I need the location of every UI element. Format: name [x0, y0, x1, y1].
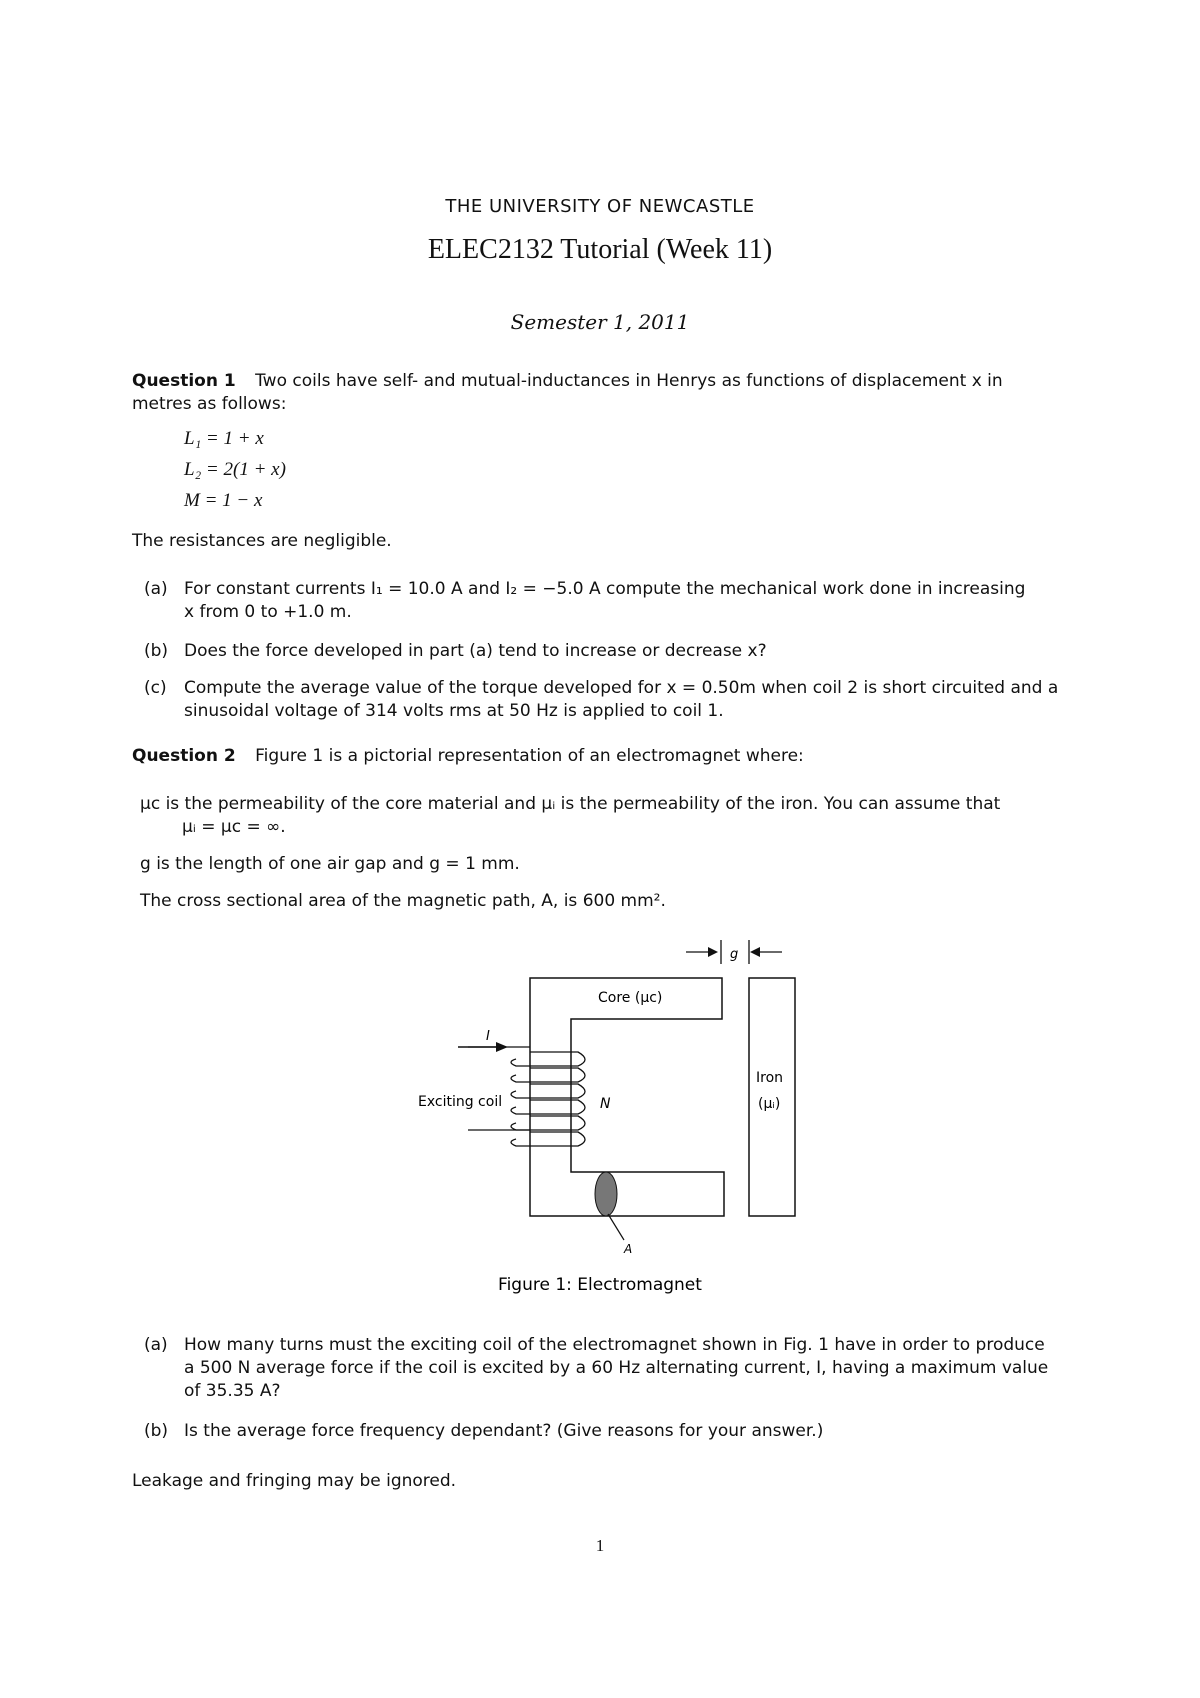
q2-part-b-line1: Is the average force frequency dependant? (Give reasons for your answer.) — [184, 1421, 824, 1441]
q1-part-b-label: (b) — [144, 641, 169, 661]
question-1-intro-line1: Two coils have self- and mutual-inductances in Henrys as functions of displacement x in — [255, 371, 1003, 391]
question-1-label: Question 1 — [132, 371, 236, 391]
equation-l1: L₁ = 1 + x — [184, 428, 264, 449]
current-label: I — [486, 1029, 490, 1044]
q2-part-a-line2: a 500 N average force if the coil is excited by a 60 Hz alternating current, I, having a maximum value — [184, 1358, 1049, 1378]
q2-def1-line2: μᵢ = μᴄ = ∞. — [182, 817, 286, 837]
exciting-coil-windings — [511, 1052, 585, 1146]
university-name: THE UNIVERSITY OF NEWCASTLE — [445, 196, 755, 217]
q2-def1-line1: μᴄ is the permeability of the core material and μᵢ is the permeability of the iron. You can assume that — [140, 794, 1001, 814]
core-outline — [530, 978, 724, 1216]
question-1-intro-line2: metres as follows: — [132, 394, 287, 414]
semester-label: Semester 1, 2011 — [510, 310, 690, 334]
page-title: ELEC2132 Tutorial (Week 11) — [427, 234, 773, 265]
area-label: A — [624, 1242, 633, 1256]
turns-label: N — [600, 1096, 611, 1112]
q1-part-a-line1: For constant currents I₁ = 10.0 A and I₂ = −5.0 A compute the mechanical work done in increasing — [184, 579, 1026, 599]
iron-label: Iron — [756, 1070, 784, 1086]
q1-part-c-label: (c) — [144, 678, 167, 698]
question-1-note: The resistances are negligible. — [132, 531, 392, 551]
q2-part-a-line3: of 35.35 A? — [184, 1381, 281, 1401]
q2-part-b — [144, 1420, 1094, 1443]
q1-part-c-line1: Compute the average value of the torque developed for x = 0.50m when coil 2 is short circuited and a — [184, 678, 1059, 698]
core-label: Core (μᴄ) — [598, 990, 663, 1006]
figure-caption: Figure 1: Electromagnet — [498, 1275, 702, 1295]
gap-arrowhead-right — [750, 947, 760, 957]
q2-part-b-label: (b) — [144, 1421, 169, 1441]
q2-definition-gap: g is the length of one air gap and g = 1 mm. — [140, 854, 520, 874]
area-pointer — [608, 1214, 624, 1240]
q1-part-b-line1: Does the force developed in part (a) tend to increase or decrease x? — [184, 641, 767, 661]
question-2-label: Question 2 — [132, 746, 236, 766]
gap-arrowhead-left — [708, 947, 718, 957]
gap-label: g — [730, 947, 739, 962]
equation-m: M = 1 − x — [184, 490, 263, 511]
q1-part-c-line2: sinusoidal voltage of 314 volts rms at 50 Hz is applied to coil 1. — [184, 701, 724, 721]
q2-footer-note: Leakage and fringing may be ignored. — [132, 1471, 457, 1491]
cross-section-ellipse — [595, 1172, 617, 1216]
exciting-coil-label: Exciting coil — [418, 1094, 503, 1110]
q2-part-a-line1: How many turns must the exciting coil of the electromagnet shown in Fig. 1 have in order to produce — [184, 1335, 1045, 1355]
equation-l2: L₂ = 2(1 + x) — [184, 459, 286, 480]
q2-definition-area: The cross sectional area of the magnetic path, A, is 600 mm². — [140, 891, 666, 911]
question-2-intro: Figure 1 is a pictorial representation of an electromagnet where: — [255, 746, 804, 766]
q1-part-a-line2: x from 0 to +1.0 m. — [184, 602, 352, 622]
page-number: 1 — [595, 1536, 605, 1555]
iron-permeability-label: (μᵢ) — [758, 1096, 781, 1112]
q1-part-a-label: (a) — [144, 579, 168, 599]
q2-part-a-label: (a) — [144, 1335, 168, 1355]
q2-part-a — [144, 1334, 1094, 1403]
